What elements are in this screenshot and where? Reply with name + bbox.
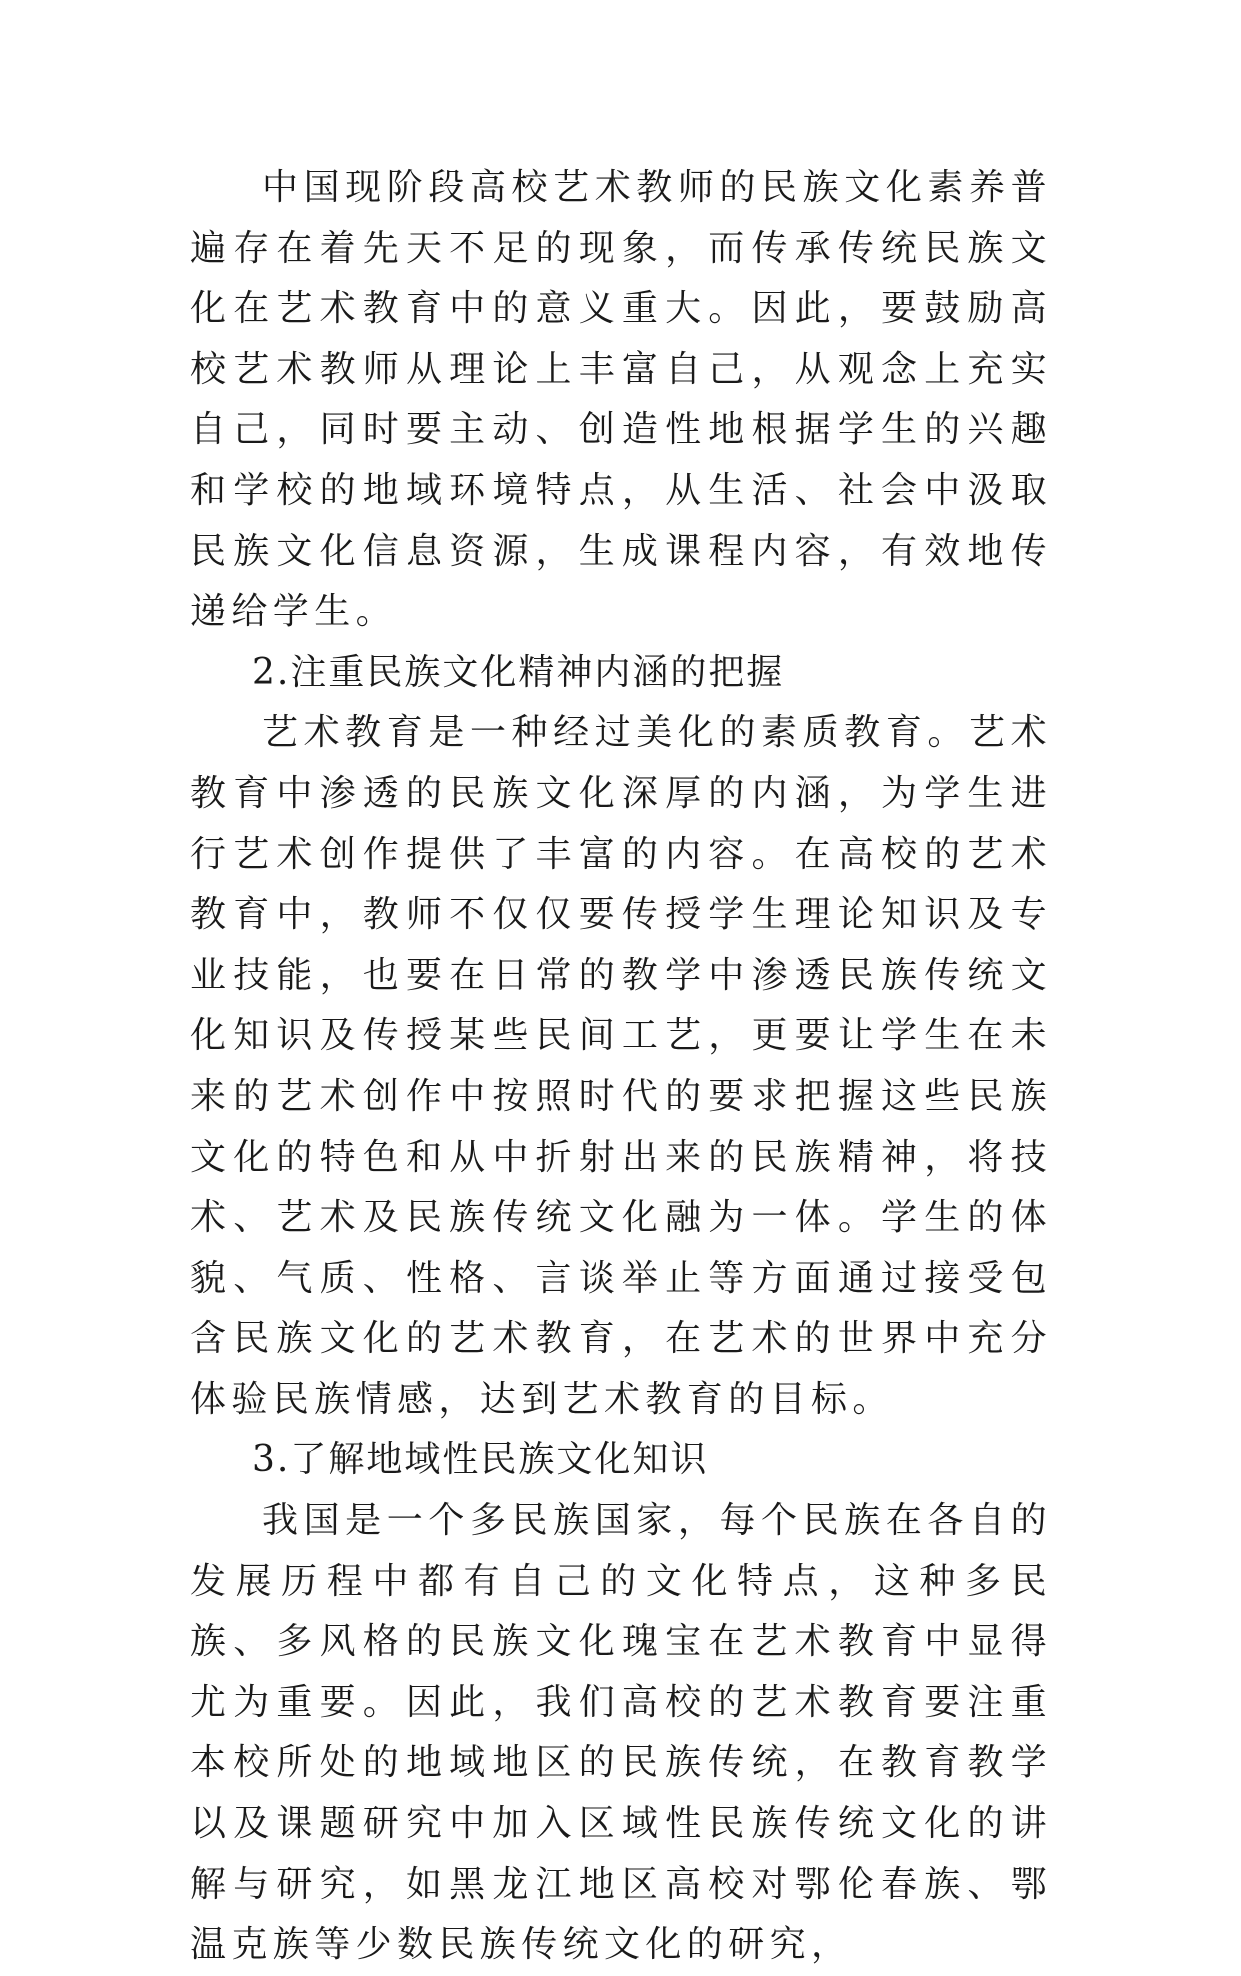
section-heading-3: 3.了解地域性民族文化知识: [252, 1439, 709, 1481]
body-text: [190, 158, 1052, 1976]
paragraph-regional-culture: 我国是一个多民族国家，每个民族在各自的发展历程中都有自己的文化特点，这种多民族、多风格的民族文化瑰宝在艺术教育中显得尤为重要。因此，我们高校的艺术教育要注重本校所处的地域地区的民族传统，在教育教学以及课题研究中加入区域性民族传统文化的讲解与研究，如黑龙江地区高校对鄂伦春族、鄂温克族等少数民族传统文化的研究，: [190, 1500, 1052, 1966]
paragraph-teacher-literacy: 中国现阶段高校艺术教师的民族文化素养普遍存在着先天不足的现象，而传承传统民族文化在艺术教育中的意义重大。因此，要鼓励高校艺术教师从理论上丰富自己，从观念上充实自己，同时要主动、创造性地根据学生的兴趣和学校的地域环境特点，从生活、社会中汲取民族文化信息资源，生成课程内容，有效地传递给学生。: [190, 167, 1052, 633]
paragraph-spiritual-connotation: 艺术教育是一种经过美化的素质教育。艺术教育中渗透的民族文化深厚的内涵，为学生进行艺术创作提供了丰富的内容。在高校的艺术教育中，教师不仅仅要传授学生理论知识及专业技能，也要在日常的教学中渗透民族传统文化知识及传授某些民间工艺，更要让学生在未来的艺术创作中按照时代的要求把握这些民族文化的特色和从中折射出来的民族精神，将技术、艺术及民族传统文化融为一体。学生的体貌、气质、性格、言谈举止等方面通过接受包含民族文化的艺术教育，在艺术的世界中充分体验民族情感，达到艺术教育的目标。: [190, 712, 1052, 1420]
section-heading-2: 2.注重民族文化精神内涵的把握: [252, 651, 785, 693]
